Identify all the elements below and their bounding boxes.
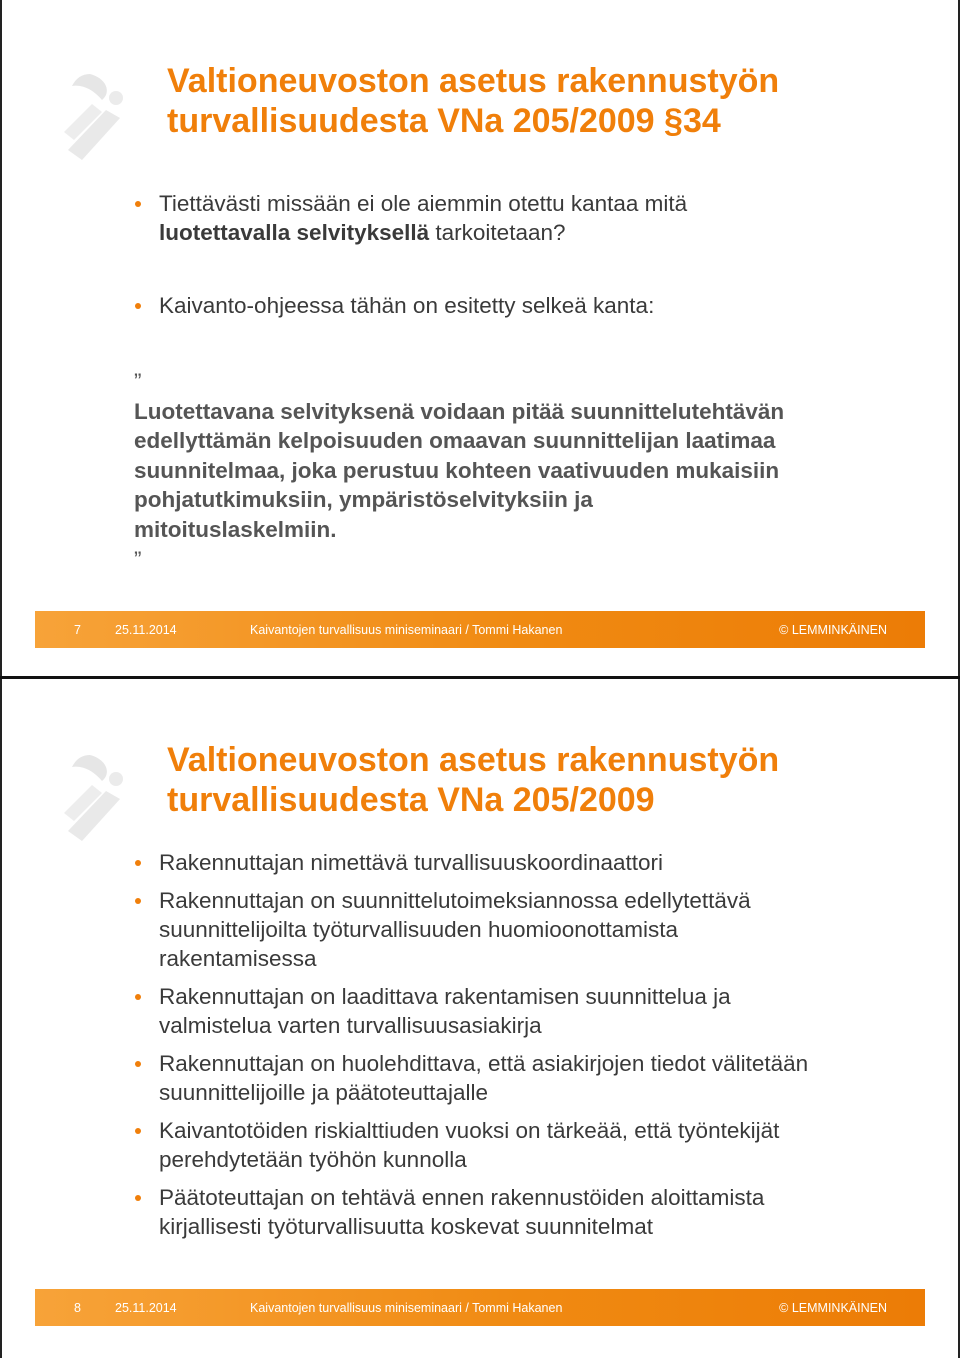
bullet-item <box>134 886 914 973</box>
bullet-dot-icon <box>135 201 141 207</box>
bullet-text: Rakennuttajan on huolehdittava, että asiakirjojen tiedot välitetään <box>159 1051 809 1076</box>
bullet-list <box>134 848 914 1241</box>
bullet-text: valmistelua varten turvallisuusasiakirja <box>159 1013 542 1038</box>
bullet-list <box>134 189 914 247</box>
footer-event: Kaivantojen turvallisuus miniseminaari / Tommi Hakanen <box>250 1301 563 1315</box>
bullet-list <box>134 291 914 320</box>
emphasis-text: luotettavalla selvityksellä <box>159 220 430 245</box>
bullet-text: rakentamisessa <box>159 946 317 971</box>
bullet-item <box>134 291 914 320</box>
quote-text: Luotettavana selvityksenä voidaan pitää suunnittelutehtävän <box>134 398 785 424</box>
bullet-text: Kaivanto-ohjeessa tähän on esitetty selkeä kanta: <box>159 293 655 318</box>
bullet-text: perehdytetään työhön kunnolla <box>159 1147 467 1172</box>
bullet-text: suunnittelijoille ja päätoteuttajalle <box>159 1080 488 1105</box>
quote-line <box>134 367 914 426</box>
slide-footer <box>35 611 925 648</box>
bullet-item <box>134 1183 914 1241</box>
bullet-dot-icon <box>135 303 141 309</box>
footer-brand: © LEMMINKÄINEN <box>779 623 887 637</box>
page-number: 7 <box>74 623 81 637</box>
bullet-text: Tiettävästi missään ei ole aiemmin otettu kantaa mitä <box>159 191 688 216</box>
bullet-text: suunnittelijoilta työturvallisuuden huomioonottamista <box>159 917 679 942</box>
slide-footer <box>35 1289 925 1326</box>
bullet-item <box>134 982 914 1040</box>
bullet-dot-icon <box>135 898 141 904</box>
slide-8 <box>0 679 960 1358</box>
quote-text: mitoituslaskelmiin. <box>134 516 337 542</box>
bullet-text: Rakennuttajan nimettävä turvallisuuskoordinaattori <box>159 850 664 875</box>
footer-date: 25.11.2014 <box>115 623 177 637</box>
bullet-dot-icon <box>135 994 141 1000</box>
bullet-text-rest: tarkoitetaan? <box>429 220 566 245</box>
bullet-dot-icon <box>135 1128 141 1134</box>
slide-frame-left <box>0 679 2 1358</box>
footer-brand: © LEMMINKÄINEN <box>779 1301 887 1315</box>
title-line: turvallisuudesta VNa 205/2009 §34 <box>167 102 721 140</box>
bullet-dot-icon <box>135 860 141 866</box>
bullet-item <box>134 189 914 247</box>
close-quote-mark: ” <box>134 546 142 572</box>
lemminkainen-logo-icon <box>62 751 132 841</box>
bullet-item <box>134 1116 914 1174</box>
bullet-text: kirjallisesti työturvallisuutta koskevat suunnitelmat <box>159 1214 653 1239</box>
page-number: 8 <box>74 1301 81 1315</box>
open-quote-mark: ” <box>134 369 142 394</box>
quote-line: edellyttämän kelpoisuuden omaavan suunnittelijan laatimaa <box>134 428 776 454</box>
quote-line: pohjatutkimuksiin, ympäristöselvityksiin ja <box>134 487 593 513</box>
slide-7 <box>0 0 960 676</box>
quote-line <box>134 515 914 574</box>
quote-line: suunnitelmaa, joka perustuu kohteen vaativuuden mukaisiin <box>134 457 780 483</box>
bullet-text <box>159 218 914 247</box>
title-line: turvallisuudesta VNa 205/2009 <box>167 781 655 819</box>
bullet-dot-icon <box>135 1195 141 1201</box>
title-line: Valtioneuvoston asetus rakennustyön <box>167 741 780 779</box>
bullet-text: Kaivantotöiden riskialttiuden vuoksi on tärkeää, että työntekijät <box>159 1118 780 1143</box>
lemminkainen-logo-icon <box>62 70 132 160</box>
bullet-dot-icon <box>135 1061 141 1067</box>
bullet-text: Rakennuttajan on laadittava rakentamisen suunnittelua ja <box>159 984 731 1009</box>
footer-event: Kaivantojen turvallisuus miniseminaari / Tommi Hakanen <box>250 623 563 637</box>
bullet-text: Päätoteuttajan on tehtävä ennen rakennustöiden aloittamista <box>159 1185 765 1210</box>
bullet-item <box>134 848 914 877</box>
title-line: Valtioneuvoston asetus rakennustyön <box>167 62 780 100</box>
quote-block <box>134 367 914 574</box>
bullet-item <box>134 1049 914 1107</box>
bullet-text: Rakennuttajan on suunnittelutoimeksiannossa edellytettävä <box>159 888 751 913</box>
slide-frame-left <box>0 0 2 676</box>
footer-date: 25.11.2014 <box>115 1301 177 1315</box>
slide-title <box>167 61 927 141</box>
slide-title <box>167 740 927 820</box>
